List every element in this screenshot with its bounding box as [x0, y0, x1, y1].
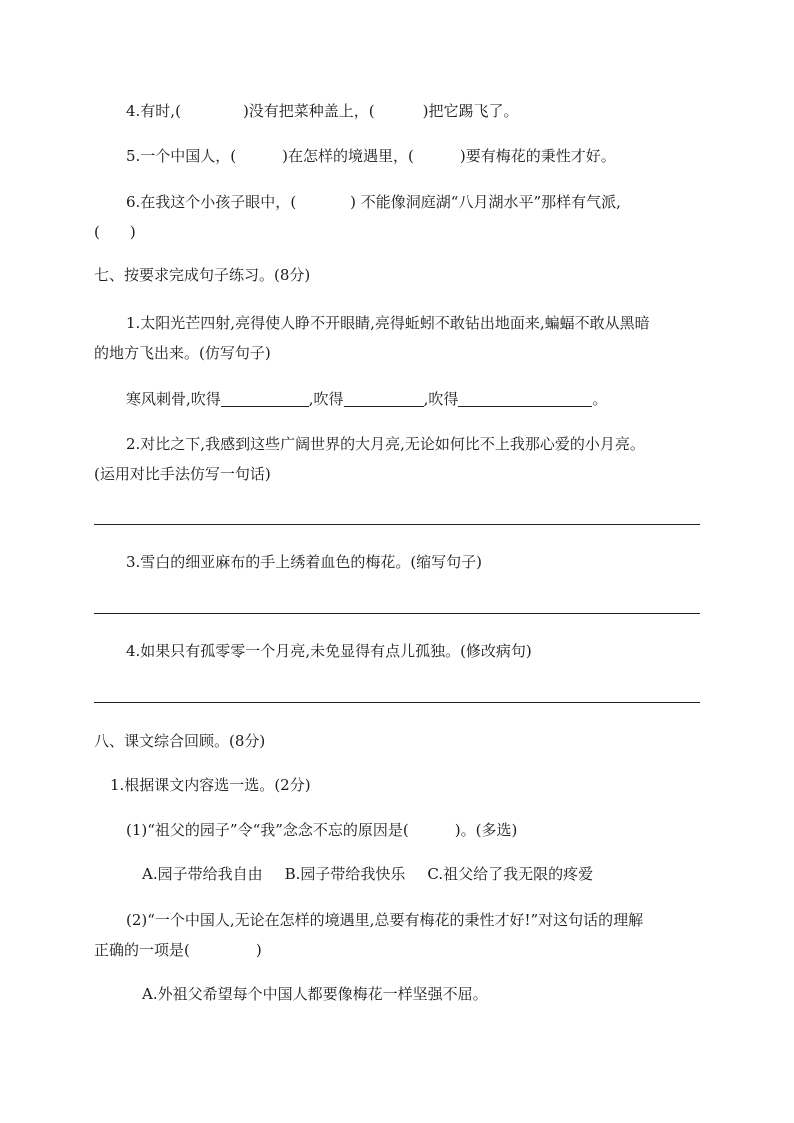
answer-line-q2[interactable]	[94, 524, 700, 525]
fill-item-6-cont	[94, 222, 136, 242]
s7-q1-line2: 的地方飞出来。(仿写句子)	[94, 344, 271, 362]
s7-q1-answer-a: 寒风刺骨,吹得	[126, 390, 221, 408]
answer-line-q3[interactable]	[94, 613, 700, 614]
fill-item-5-part-c: )要有梅花的秉性才好。	[459, 147, 616, 165]
s8-p1-options	[142, 864, 593, 884]
fill-item-5	[126, 146, 616, 166]
s8-p2-line2-a: 正确的一项是(	[94, 941, 190, 959]
s7-q1-line1: 1.太阳光芒四射,亮得使人睁不开眼睛,亮得蚯蚓不敢钻出地面来,蝙蝠不敢从黑暗	[126, 314, 650, 332]
section-7-heading: 七、按要求完成句子练习。(8分)	[94, 266, 311, 284]
fill-item-6-part-a: 6.在我这个小孩子眼中，(	[126, 193, 297, 211]
fill-item-6-part-d: )	[129, 223, 136, 241]
fill-item-4-part-c: )把它踢飞了。	[422, 102, 519, 120]
s8-sub1: 1.根据课文内容选一选。(2分)	[110, 776, 311, 794]
fill-item-4-part-a: 4.有时,(	[126, 102, 181, 120]
answer-blank-1[interactable]	[221, 390, 309, 407]
s7-q1-answer-c: ,吹得	[423, 390, 459, 408]
fill-item-6-part-b: ) 不能像洞庭湖“八月湖水平”那样有气派,	[350, 193, 621, 211]
s8-p1-part-b: )。(多选)	[454, 821, 518, 839]
s7-q4: 4.如果只有孤零零一个月亮,未免显得有点儿孤独。(修改病句)	[126, 642, 532, 660]
s7-q1-answer-b: ,吹得	[308, 390, 344, 408]
s8-p2-option-a[interactable]: A.外祖父希望每个中国人都要像梅花一样坚强不屈。	[142, 985, 488, 1003]
answer-blank-3[interactable]	[458, 390, 592, 407]
s7-q3: 3.雪白的细亚麻布的手上绣着血色的梅花。(缩写句子)	[126, 553, 483, 571]
fill-item-4-part-b: )没有把菜种盖上，(	[242, 102, 375, 120]
s7-q1-answer-d: 。	[592, 390, 608, 408]
s8-p2-line2-b: )	[255, 941, 262, 959]
s7-q2-line1: 2.对比之下,我感到这些广阔世界的大月亮,无论如何比不上我那心爱的小月亮。	[126, 435, 645, 453]
s8-p1-part-a: (1)“祖父的园子”令“我”念念不忘的原因是(	[126, 821, 409, 839]
fill-item-5-part-b: )在怎样的境遇里，(	[282, 147, 414, 165]
answer-blank-2[interactable]	[344, 390, 424, 407]
option-b[interactable]: B.园子带给我快乐	[284, 865, 406, 883]
option-a[interactable]: A.园子带给我自由	[142, 865, 263, 883]
s7-q2-line2: (运用对比手法仿写一句话)	[94, 465, 271, 483]
section-8-heading: 八、课文综合回顾。(8分)	[94, 732, 266, 750]
fill-item-4	[126, 101, 519, 121]
s8-p2-line1: (2)“一个中国人,无论在怎样的境遇里,总要有梅花的秉性才好!”对这句话的理解	[126, 911, 644, 929]
answer-line-q4[interactable]	[94, 702, 700, 703]
s7-q1-answer	[126, 389, 607, 409]
fill-item-6	[126, 192, 621, 212]
fill-item-5-part-a: 5.一个中国人，(	[126, 147, 237, 165]
fill-item-6-part-c: (	[94, 223, 100, 241]
option-c[interactable]: C.祖父给了我无限的疼爱	[427, 865, 594, 883]
s8-p2-line2	[94, 940, 262, 960]
s8-p1	[126, 820, 517, 840]
